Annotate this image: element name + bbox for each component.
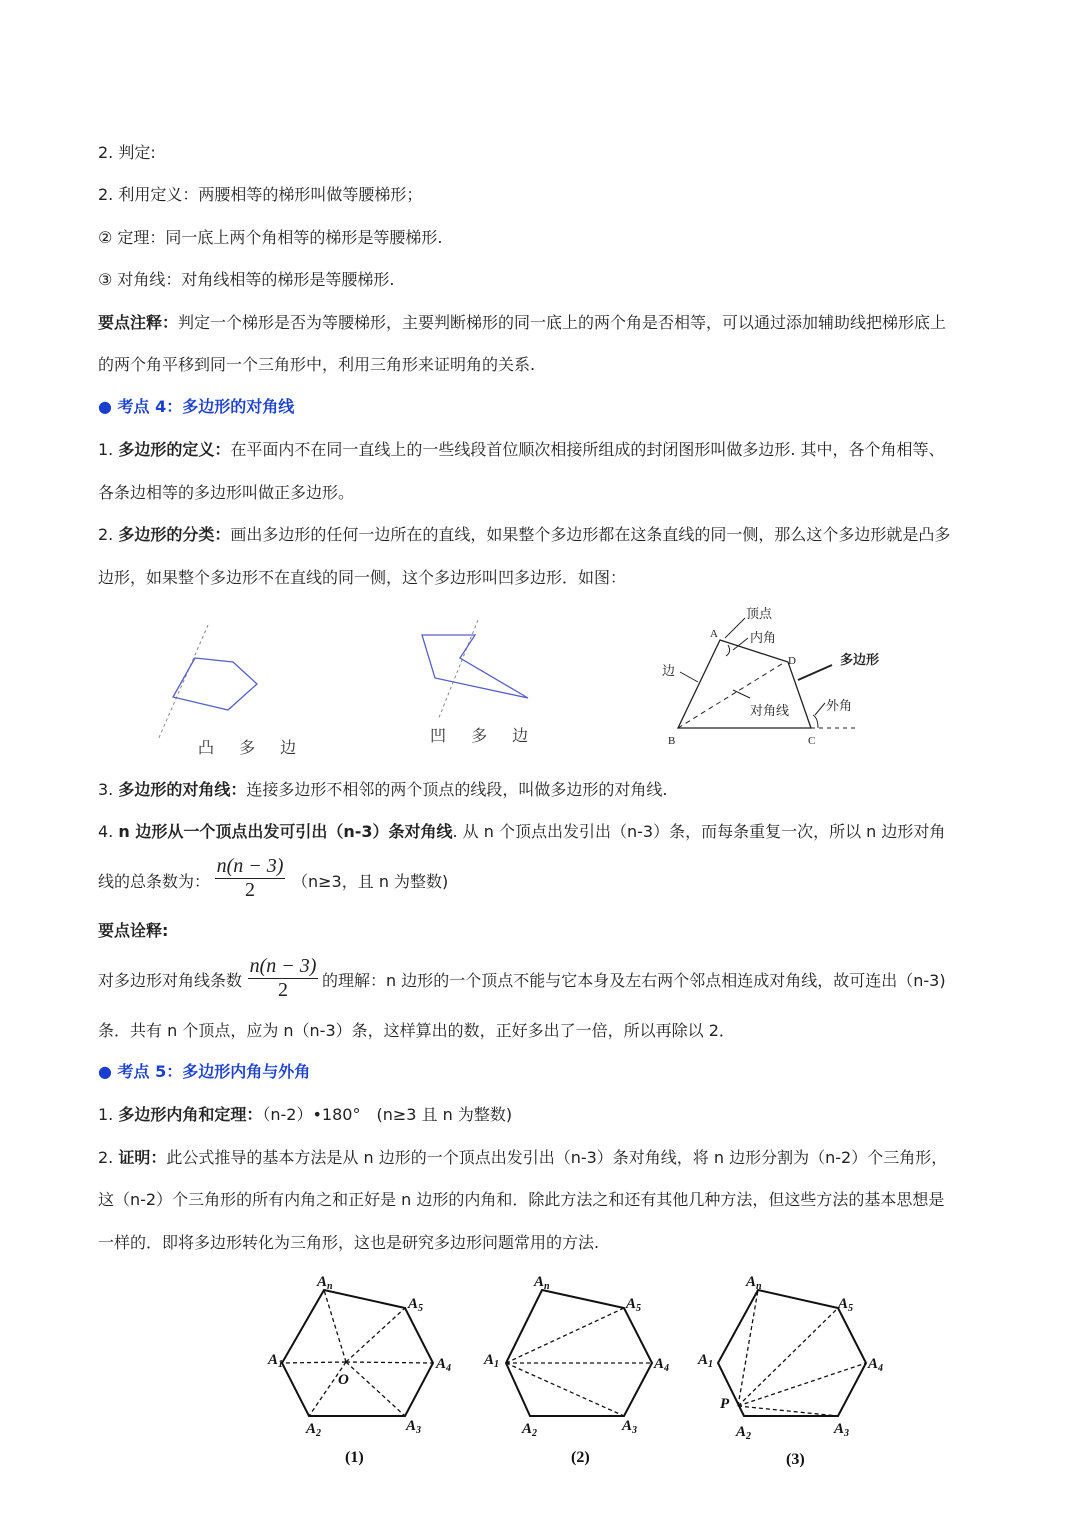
def-polygon xyxy=(98,440,945,460)
def-classification xyxy=(98,525,950,545)
angle-sum-theorem xyxy=(98,1105,512,1125)
label-a4: $A_4$ xyxy=(654,1356,670,1374)
label-a2: $A_2$ xyxy=(522,1421,538,1439)
def-diagonal-text: 连接多边形不相邻的两个顶点的线段，叫做多边形的对角线. xyxy=(246,780,668,799)
label-a4: $A_4$ xyxy=(436,1356,452,1374)
label-point-b: B xyxy=(668,735,676,747)
label-a5: $A_5$ xyxy=(408,1296,424,1314)
def-diagonal xyxy=(98,780,667,800)
label-a1: $A_1$ xyxy=(698,1352,714,1370)
caption-1: (1) xyxy=(345,1449,364,1466)
leader-vertex xyxy=(725,618,745,638)
label-a3: $A_3$ xyxy=(406,1418,422,1436)
def-polygon-cont: 各条边相等的多边形叫做正多边形。 xyxy=(98,483,355,502)
item-number: 2. xyxy=(98,1148,119,1167)
convex-polygon xyxy=(173,658,257,710)
note-text-a: 对多边形对角线条数 xyxy=(98,971,243,990)
label-diagonal: 对角线 xyxy=(750,703,790,718)
item-number: 2. xyxy=(98,525,119,544)
proof-label: 证明： xyxy=(118,1148,167,1167)
judgement-item-3: ③ 对角线：对角线相等的梯形是等腰梯形. xyxy=(98,270,395,289)
total-diagonals-text-a: 线的总条数为： xyxy=(98,872,211,891)
label-a2: $A_2$ xyxy=(306,1421,322,1439)
section-5-heading: ● 考点 5：多边形内角与外角 xyxy=(98,1062,311,1081)
def-classification-text: 画出多边形的任何一边所在的直线，如果整个多边形都在这条直线的同一侧，那么这个多边形就是凸多 xyxy=(230,525,951,544)
item-number: 3. xyxy=(98,780,119,799)
label-side: 边 xyxy=(662,663,676,678)
label-polygon: 多边形 xyxy=(840,652,880,667)
item-number: 1. xyxy=(98,1105,119,1124)
label-vertex: 顶点 xyxy=(746,606,773,621)
label-point-d: D xyxy=(788,655,796,667)
def-polygon-text: 在平面内不在同一直线上的一些线段首位顺次相接所组成的封闭图形叫做多边形. 其中，各个角相等、 xyxy=(230,440,945,459)
def-classification-label: 多边形的分类： xyxy=(118,525,231,544)
labeled-polygon xyxy=(678,640,811,728)
proof-text: 此公式推导的基本方法是从 n 边形的一个顶点出发引出（n-3）条对角线，将 n 边形分割为（n-2）个三角形， xyxy=(166,1148,948,1167)
key-note-cont: 的两个角平移到同一个三角形中，利用三角形来证明角的关系. xyxy=(98,355,536,374)
diagonal-line xyxy=(506,1363,624,1416)
key-note xyxy=(98,313,946,333)
leader-diagonal xyxy=(733,690,750,698)
concave-polygon-figure xyxy=(422,620,528,720)
total-diagonals-text-b: （n≥3，且 n 为整数) xyxy=(292,872,449,891)
interior-angle-arc xyxy=(726,645,730,656)
proof xyxy=(98,1148,947,1168)
item-number: 1. xyxy=(98,440,119,459)
exterior-angle-arc xyxy=(813,715,818,728)
label-an: $A_n$ xyxy=(746,1274,762,1292)
formula-numerator: n(n − 3) xyxy=(216,855,284,877)
center-line xyxy=(346,1308,405,1362)
judgement-item-2: ② 定理：同一底上两个角相等的梯形是等腰梯形. xyxy=(98,228,443,247)
def-polygon-label: 多边形的定义： xyxy=(118,440,231,459)
convex-caption: 凸 多 边 xyxy=(198,738,307,757)
note-text-b: 的理解：n 边形的一个顶点不能与它本身及左右两个邻点相连成对角线，故可连出（n-3) xyxy=(322,971,946,990)
label-interior-angle: 内角 xyxy=(750,630,777,645)
formula-denominator: 2 xyxy=(278,979,288,1001)
section-4-heading: ● 考点 4：多边形的对角线 xyxy=(98,397,295,416)
judgement-heading: 2. 判定: xyxy=(98,143,156,162)
hexagon-figures xyxy=(260,1268,900,1478)
label-a1: $A_1$ xyxy=(268,1352,284,1370)
center-line xyxy=(324,1290,346,1362)
formula-fraction-1 xyxy=(215,855,285,902)
label-point-c: C xyxy=(808,735,816,747)
label-o: O xyxy=(338,1372,349,1388)
proof-cont-1: 这（n-2）个三角形的所有内角之和正好是 n 边形的内角和．除此方法之和还有其他几种方法，但这些方法的基本思想是 xyxy=(98,1190,945,1209)
label-an: $A_n$ xyxy=(534,1274,550,1292)
label-a2: $A_2$ xyxy=(736,1424,752,1442)
proof-cont-2: 一样的．即将多边形转化为三角形，这也是研究多边形问题常用的方法. xyxy=(98,1233,600,1252)
angle-sum-label: 多边形内角和定理： xyxy=(118,1105,263,1124)
angle-sum-text: （n-2）•180° (n≥3 且 n 为整数) xyxy=(262,1105,513,1124)
judgement-item-1: 2. 利用定义：两腰相等的梯形叫做等腰梯形； xyxy=(98,185,423,204)
formula-numerator: n(n − 3) xyxy=(249,955,317,977)
diagonal-line xyxy=(506,1308,624,1363)
convex-polygon-figure xyxy=(158,625,257,740)
center-line xyxy=(346,1362,433,1363)
item-number: 4. xyxy=(98,822,119,841)
label-point-a: A xyxy=(710,628,718,640)
reference-line xyxy=(158,625,208,740)
note-heading: 要点诠释: xyxy=(98,921,169,940)
label-a5: $A_5$ xyxy=(626,1296,642,1314)
caption-3: (3) xyxy=(786,1451,805,1468)
point-line xyxy=(738,1406,838,1416)
key-note-label: 要点注释： xyxy=(98,313,179,332)
label-exterior-angle: 外角 xyxy=(826,698,853,713)
formula-fraction-2 xyxy=(248,955,318,1002)
label-a5: $A_5$ xyxy=(838,1296,854,1314)
concave-polygon xyxy=(422,635,528,698)
leader-polygon xyxy=(798,665,832,680)
def-classification-cont: 边形，如果整个多边形不在直线的同一侧，这个多边形叫凹多边形．如图： xyxy=(98,568,627,587)
label-a4: $A_4$ xyxy=(868,1356,884,1374)
center-line xyxy=(309,1362,346,1416)
note-text-cont: 条．共有 n 个顶点，应为 n（n-3）条，这样算出的数，正好多出了一倍，所以再除以 2． xyxy=(98,1021,735,1040)
center-line xyxy=(346,1362,405,1416)
def-diagonal-count xyxy=(98,822,945,842)
def-diagonal-count-text: . 从 n 个顶点出发引出（n-3）条，而每条重复一次，所以 n 边形对角 xyxy=(452,822,946,841)
def-diagonal-label: 多边形的对角线： xyxy=(118,780,247,799)
leader-exterior xyxy=(815,703,825,715)
key-note-text: 判定一个梯形是否为等腰梯形，主要判断梯形的同一底上的两个角是否相等，可以通过添加辅助线把梯形底上 xyxy=(178,313,947,332)
leader-side xyxy=(680,672,698,682)
center-line xyxy=(282,1362,346,1363)
label-a1: $A_1$ xyxy=(484,1352,500,1370)
concave-caption: 凹 多 边 xyxy=(430,726,539,745)
label-a3: $A_3$ xyxy=(622,1418,638,1436)
label-p: P xyxy=(720,1396,730,1412)
label-a3: $A_3$ xyxy=(834,1421,850,1439)
label-an: $A_n$ xyxy=(317,1274,333,1292)
def-diagonal-count-label: n 边形从一个顶点出发可引出（n-3）条对角线 xyxy=(118,822,453,841)
caption-2: (2) xyxy=(571,1449,590,1466)
formula-denominator: 2 xyxy=(245,879,255,901)
